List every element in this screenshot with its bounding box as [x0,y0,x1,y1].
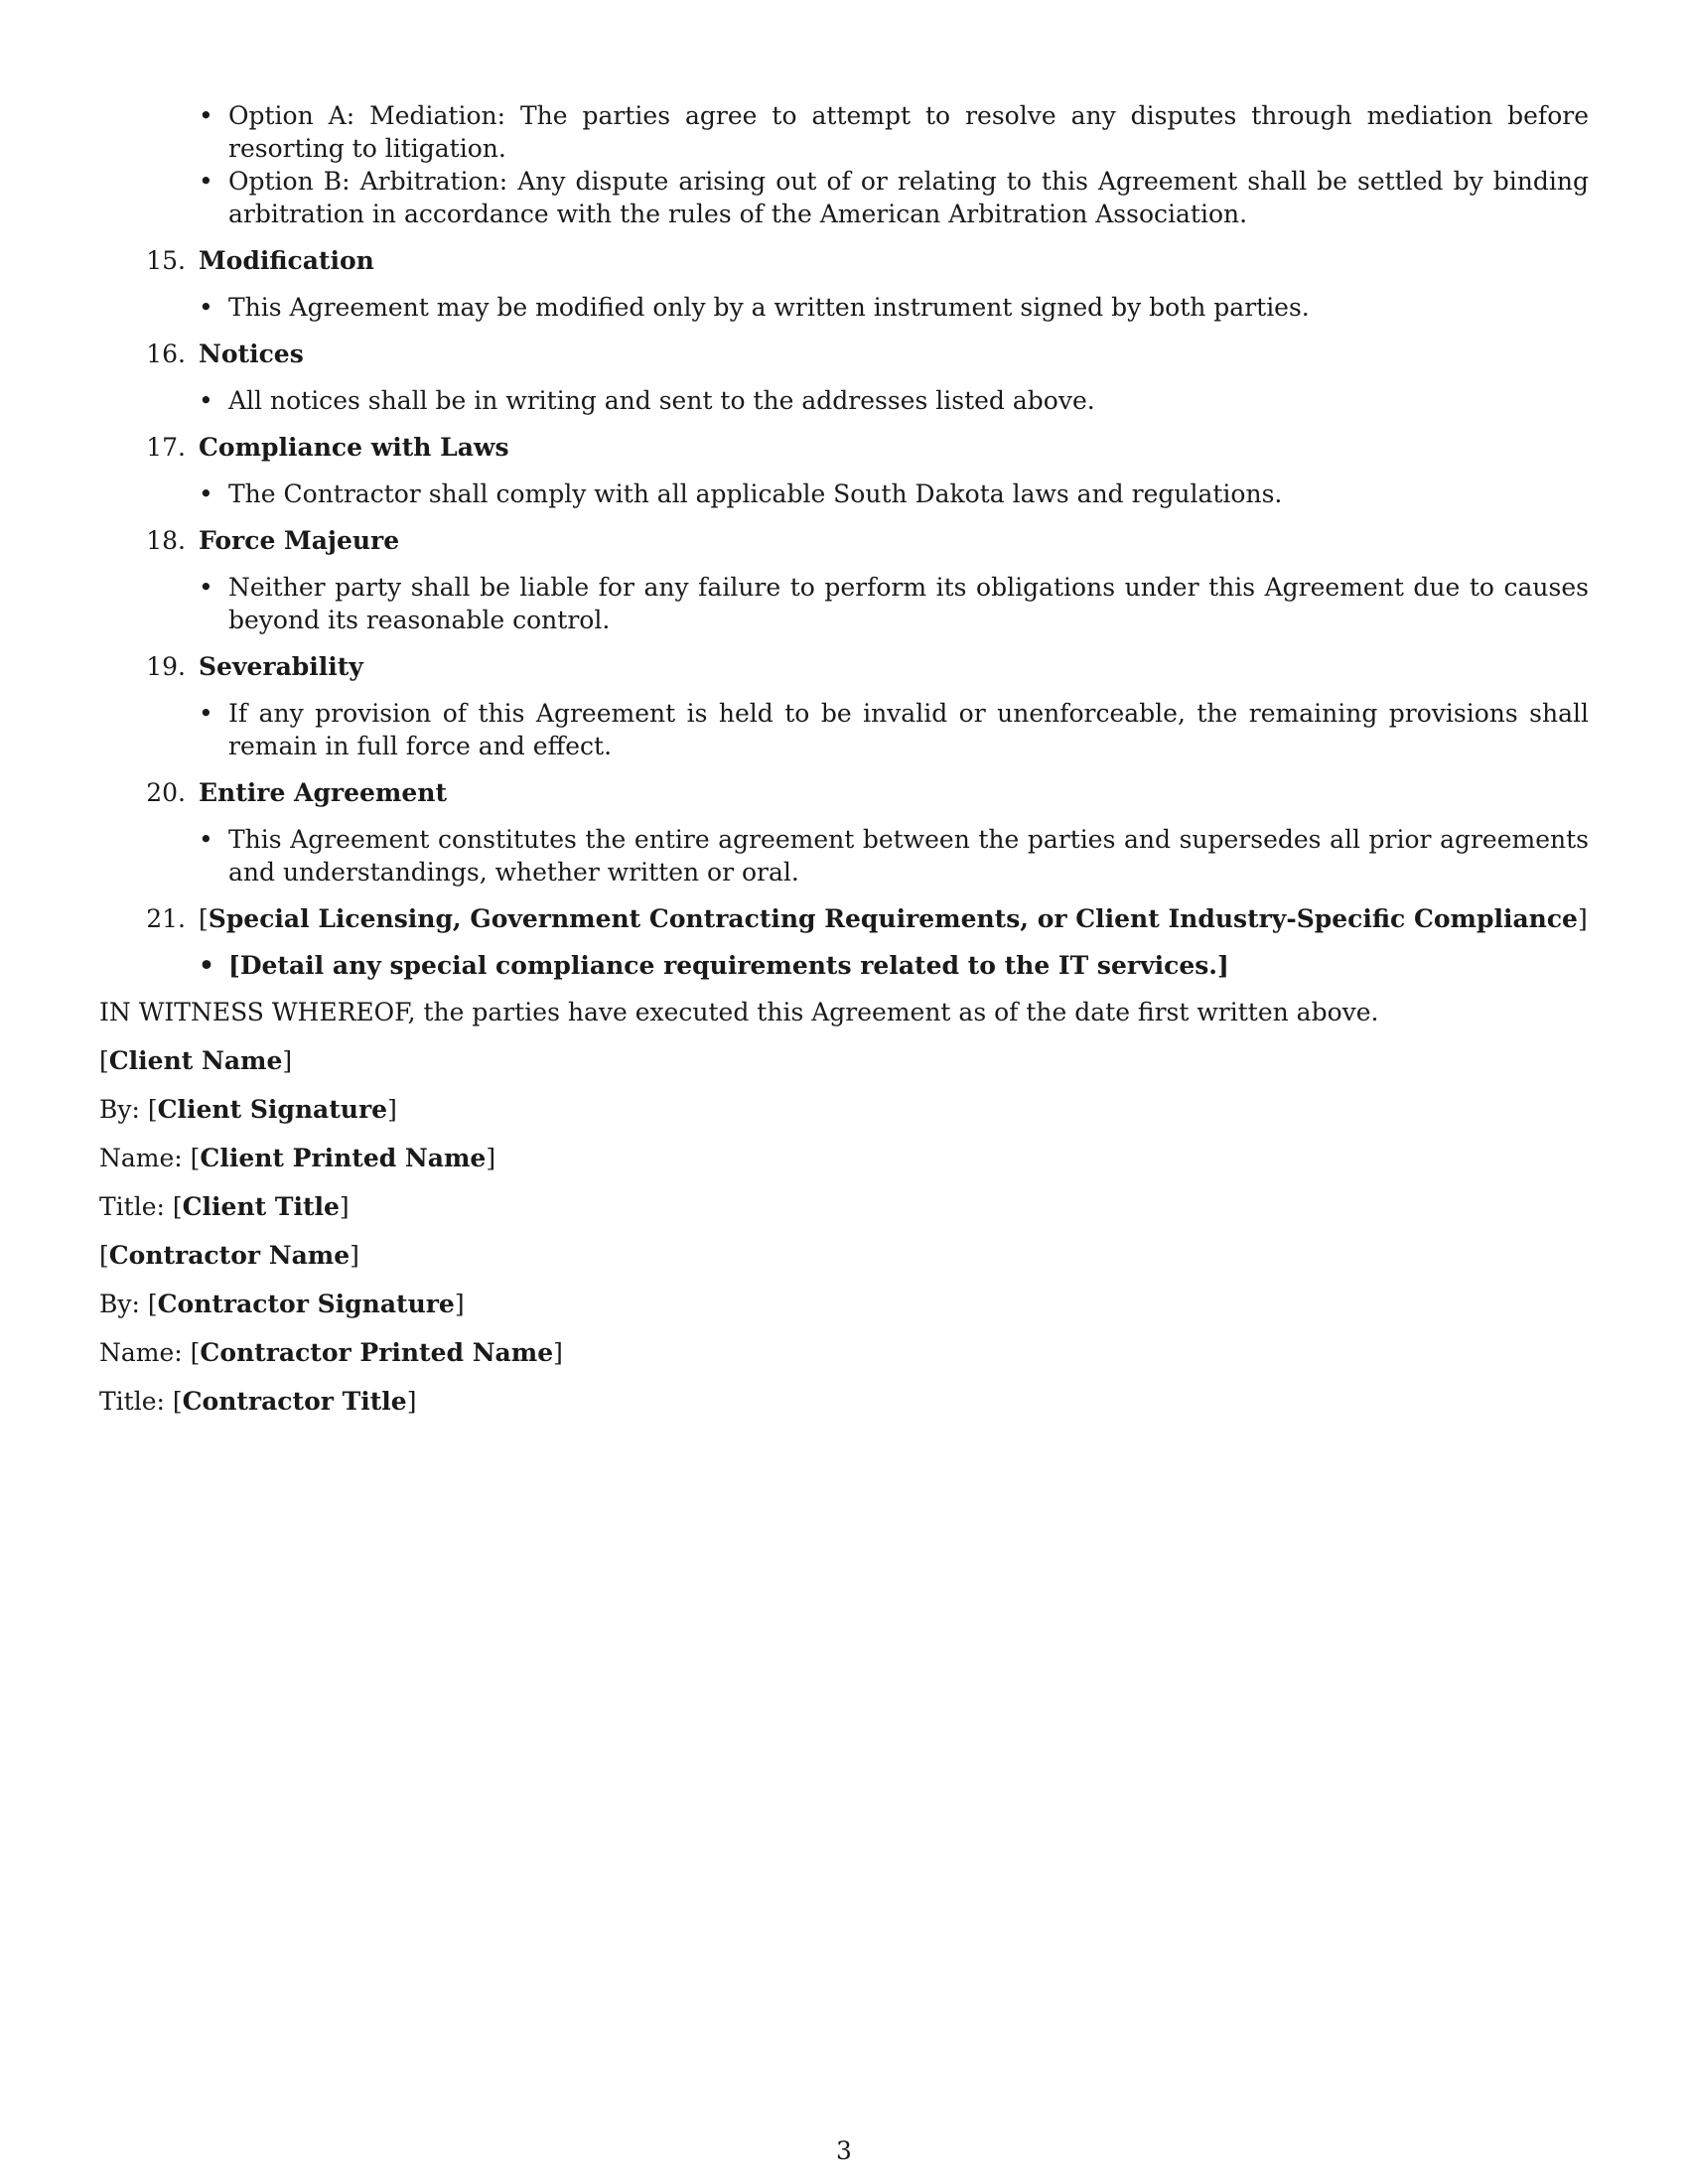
section-number: 18. [146,526,186,555]
section-title: Severability [199,652,363,681]
list-item: • Option B: Arbitration: Any dispute arising out of or relating to this Agreement shall be settled by binding arbitration in accordance with the rules of the American Arbitration Association. [99,165,1589,230]
list-item: • This Agreement constitutes the entire agreement between the parties and supersedes all prior agreements and understandings, whether written or oral. [99,823,1589,888]
section-number: 19. [146,652,186,681]
client-name: Client Name [108,1046,283,1075]
section-heading [99,524,1589,557]
section-heading [99,431,1589,464]
list-item: • Option A: Mediation: The parties agree to attempt to resolve any disputes through mediation before resorting to litigation. [99,99,1589,165]
document-page [99,99,1589,1433]
open-bracket: [ [199,904,209,933]
contractor-printed-name: Contractor Printed Name [200,1338,554,1367]
contractor-signature-line: By: [Contractor Signature] [99,1290,465,1318]
list-item: • The Contractor shall comply with all applicable South Dakota laws and regulations. [99,478,1589,510]
section-heading [99,776,1589,809]
client-signature: Client Signature [157,1095,388,1124]
section-bullets [99,949,1589,982]
section-title-text: Special Licensing, Government Contracting Requirements, or Client Industry-Specific Compliance [208,904,1578,933]
witness-statement: IN WITNESS WHEREOF, the parties have executed this Agreement as of the date first written above. [99,998,1379,1026]
section-heading [99,902,1589,935]
section-heading [99,244,1589,277]
list-item-text: Detail any special compliance requirements related to the IT services. [239,951,1218,980]
client-printed-name-line: Name: [Client Printed Name] [99,1144,496,1172]
section-bullets [99,571,1589,636]
client-title: Client Title [182,1192,340,1221]
page-number: 3 [836,2136,852,2165]
section-title: Force Majeure [199,526,400,555]
section-title: Compliance with Laws [199,433,509,462]
section-title: Notices [199,340,304,368]
section-number: 17. [146,433,186,462]
section-title: Modification [199,246,374,275]
section-bullets [99,697,1589,762]
client-name-line: [Client Name] [99,1046,293,1075]
section-modification [99,244,1589,324]
client-signature-line: By: [Client Signature] [99,1095,397,1124]
section-number: 21. [146,904,186,933]
section-number: 20. [146,778,186,807]
name-label: Name: [99,1144,183,1172]
list-item: • [Detail any special compliance requirements related to the IT services.] [99,949,1589,982]
title-label: Title: [99,1387,165,1416]
section-severability [99,650,1589,762]
section-bullets [99,823,1589,888]
section-special-compliance [99,902,1589,982]
section-force-majeure [99,524,1589,636]
close-bracket: ] [1577,904,1588,933]
by-label: By: [99,1290,140,1318]
list-item: • Neither party shall be liable for any failure to perform its obligations under this Agreement due to causes beyond its reasonable control. [99,571,1589,636]
title-label: Title: [99,1192,165,1221]
section-bullets [99,478,1589,510]
section-compliance [99,431,1589,510]
section-number: 15. [146,246,186,275]
section-title: Entire Agreement [199,778,447,807]
section-heading [99,650,1589,683]
contractor-printed-name-line: Name: [Contractor Printed Name] [99,1338,563,1367]
list-item: • If any provision of this Agreement is held to be invalid or unenforceable, the remaining provisions shall remain in full force and effect. [99,697,1589,762]
contractor-name: Contractor Name [108,1241,351,1270]
client-title-line: Title: [Client Title] [99,1192,350,1221]
section-title [199,902,1588,935]
dispute-resolution-options [99,99,1589,230]
contractor-signature: Contractor Signature [157,1290,455,1318]
contractor-title-line: Title: [Contractor Title] [99,1387,417,1416]
section-bullets [99,384,1589,417]
section-bullets [99,291,1589,324]
section-notices [99,338,1589,417]
name-label: Name: [99,1338,183,1367]
list-item: • This Agreement may be modified only by a written instrument signed by both parties. [99,291,1589,324]
section-entire-agreement [99,776,1589,888]
list-item: • All notices shall be in writing and sent to the addresses listed above. [99,384,1589,417]
section-number: 16. [146,340,186,368]
contractor-title: Contractor Title [182,1387,407,1416]
contractor-name-line: [Contractor Name] [99,1241,359,1270]
by-label: By: [99,1095,140,1124]
client-printed-name: Client Printed Name [200,1144,487,1172]
section-heading [99,338,1589,370]
